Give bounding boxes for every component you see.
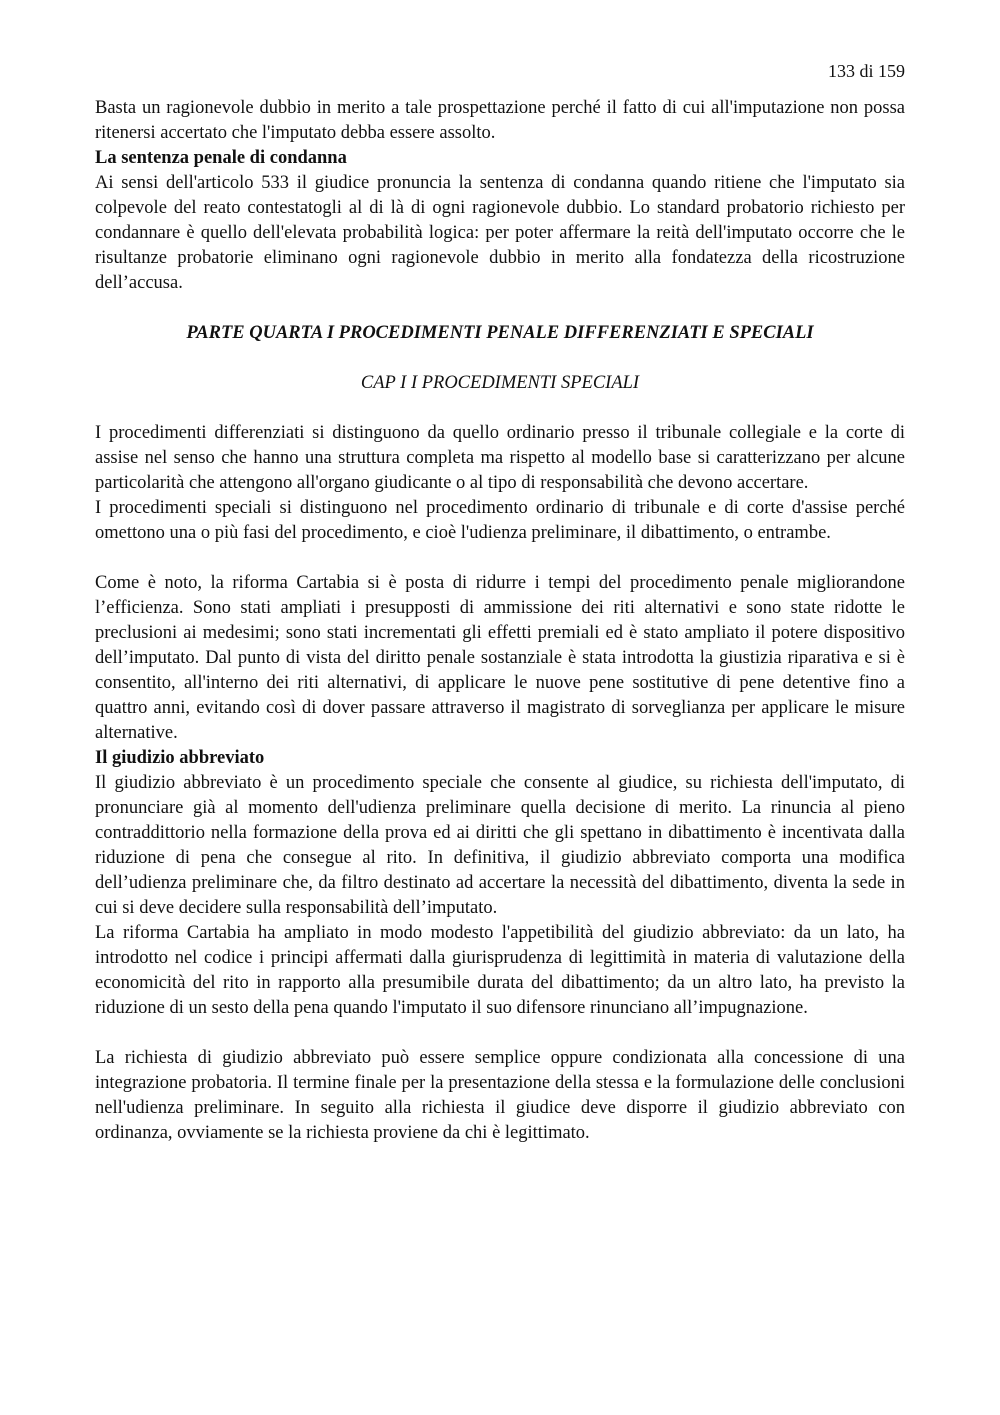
chapter-title: CAP I I PROCEDIMENTI SPECIALI — [360, 373, 640, 393]
page-number: 133 di 159 — [827, 61, 905, 81]
page-content — [95, 96, 905, 1146]
abbreviato-paragraph-3: La richiesta di giudizio abbreviato può essere semplice oppure condizionata alla concessione di una integrazione probatoria. Il termine finale per la presentazione della stessa e la formulazione delle conclusioni nell'udienza preliminare. In seguito alla richiesta il giudice deve disporre il giudizio abbreviato con ordinanza, ovviamente se la richiesta proviene da chi è legittimato. — [95, 1048, 905, 1143]
abbreviato-paragraph-1: Il giudizio abbreviato è un procedimento speciale che consente al giudice, su richiesta dell'imputato, di pronunciare già al momento dell'udienza preliminare quella decisione di merito. La rinuncia al pieno contraddittorio nella formazione della prova ed ai diritti che gli spettano in dibattimento è incentivata dalla riduzione di pena che consegue al rito. In definitiva, il giudizio abbreviato comporta una modifica dell’udienza preliminare che, da filtro destinato ad accertare la necessità del dibattimento, diventa la sede in cui si deve decidere sulla responsabilità dell’imputato. — [95, 773, 905, 918]
abbreviato-paragraph-2: La riforma Cartabia ha ampliato in modo modesto l'appetibilità del giudizio abbreviato: da un lato, ha introdotto nel codice i principi affermati dalla giurisprudenza di legittimità in materia di valutazione della economicità del rito in rapporto alla presumibile durata del dibattimento; da un altro lato, ha previsto la riduzione di un sesto della pena quando l'imputato il suo difensore rinunciano all’impugnazione. — [95, 923, 905, 1018]
section-heading-condanna: La sentenza penale di condanna — [95, 148, 347, 168]
section-heading-abbreviato: Il giudizio abbreviato — [95, 748, 265, 768]
intro-paragraph: Basta un ragionevole dubbio in merito a tale prospettazione perché il fatto di cui all'imputazione non possa ritenersi accertato che l'imputato debba essere assolto. — [95, 98, 905, 143]
condanna-paragraph: Ai sensi dell'articolo 533 il giudice pronuncia la sentenza di condanna quando ritiene che l'imputato sia colpevole del reato contestatogli al di là di ogni ragionevole dubbio. Lo standard probatorio richiesto per condannare è quello dell'elevata probabilità logica: per poter affermare la reità dell'imputato occorre che le risultanze probatorie eliminano ogni ragionevole dubbio in merito alla fondatezza della ricostruzione dell’accusa. — [95, 173, 905, 293]
procedimenti-paragraph-3: Come è noto, la riforma Cartabia si è posta di ridurre i tempi del procedimento penale migliorandone l’efficienza. Sono stati ampliati i presupposti di ammissione dei riti alternativi e sono state ridotte le preclusioni ai medesimi; sono stati incrementati gli effetti premiali ed è stato ampliato il potere dispositivo dell’imputato. Dal punto di vista del diritto penale sostanziale è stata introdotta la giustizia riparativa e si è consentito, all'interno dei riti alternativi, di applicare le nuove pene sostitutive di pene detentive fino a quattro anni, evitando così di dover passare attraverso il magistrato di sorveglianza per applicare le misure alternative. — [95, 573, 905, 743]
procedimenti-paragraph-2: I procedimenti speciali si distinguono nel procedimento ordinario di tribunale e di corte d'assise perché omettono una o più fasi del procedimento, e cioè l'udienza preliminare, il dibattimento, o entrambe. — [95, 498, 905, 543]
part-title: PARTE QUARTA I PROCEDIMENTI PENALE DIFFERENZIATI E SPECIALI — [186, 323, 814, 343]
procedimenti-paragraph-1: I procedimenti differenziati si distinguono da quello ordinario presso il tribunale collegiale e la corte di assise nel senso che hanno una struttura completa ma rispetto al modello base si caratterizzano per alcune particolarità che attengono all'organo giudicante o al tipo di responsabilità che devono accertare. — [95, 423, 905, 493]
